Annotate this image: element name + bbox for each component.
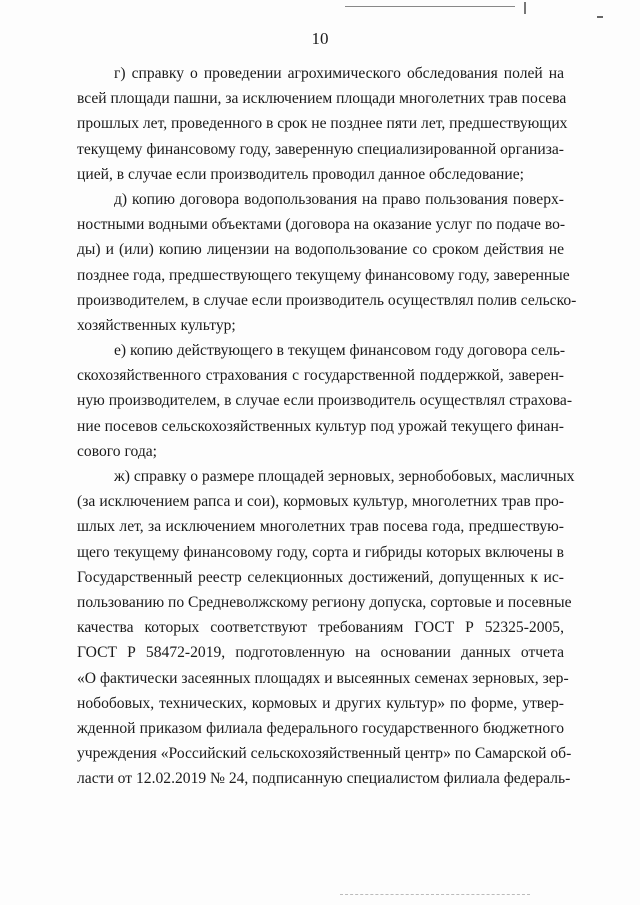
text-line: ГОСТ Р 58472-2019, подготовленную на основании данных отчета (77, 644, 564, 662)
text-line: производителем, в случае если производитель осуществлял полив сельско- (77, 291, 577, 309)
text-line: ние посевов сельскохозяйственных культур под урожай текущего финан- (77, 417, 564, 435)
text-line: ж) справку о размере площадей зерновых, зернобобовых, масличных (114, 468, 575, 485)
scan-bottom-rule (340, 894, 530, 895)
text-line: ную производителем, в случае если производитель осуществлял страхова- (77, 392, 573, 410)
text-line: цией, в случае если производитель проводил данное обследование; (77, 165, 524, 183)
text-line: (за исключением рапса и сои), кормовых культур, многолетних трав про- (77, 493, 564, 511)
text-line: ностными водными объектами (договора на оказание услуг по подаче во- (77, 216, 566, 234)
text-line: шлых лет, за исключением многолетних трав посева года, предшествую- (77, 518, 564, 536)
text-line: сового года; (77, 442, 158, 460)
text-line: щего текущему финансовому году, сорта и гибриды которых включены в (77, 543, 564, 561)
scan-side-mark (597, 16, 603, 18)
text-line: учреждения «Российский сельскохозяйственный центр» по Самарской об- (77, 745, 572, 763)
text-line: жденной приказом филиала федерального государственного бюджетного (77, 719, 564, 737)
text-line: г) справку о проведении агрохимического обследования полей на (114, 65, 564, 82)
text-line: нобобовых, технических, кормовых и других культур» по форме, утвер- (77, 694, 564, 712)
text-line: всей площади пашни, за исключением площади многолетних трав посева (77, 90, 567, 108)
text-line: д) копию договора водопользования на право пользования поверх- (114, 190, 564, 208)
scan-top-rule (345, 6, 515, 7)
text-line: ласти от 12.02.2019 № 24, подписанную специалистом филиала федераль- (77, 770, 571, 788)
text-line: качества которых соответствуют требованиям ГОСТ Р 52325-2005, (77, 619, 564, 637)
text-line: текущему финансовому году, заверенную специализированной организа- (77, 140, 564, 158)
text-line: Государственный реестр селекционных достижений, допущенных к ис- (77, 568, 564, 586)
page-number: 10 (311, 29, 329, 48)
text-line: ды) и (или) копию лицензии на водопользование со сроком действия не (77, 241, 564, 259)
text-line: хозяйственных культур; (77, 316, 236, 334)
document-body (77, 61, 577, 791)
text-line: скохозяйственного страхования с государственной поддержкой, заверен- (77, 367, 564, 385)
text-line: позднее года, предшествующего текущему финансовому году, заверенные (77, 266, 570, 284)
text-line: прошлых лет, проведенного в срок не позднее пяти лет, предшествующих (77, 115, 568, 133)
text-line: е) копию действующего в текущем финансовом году договора сель- (114, 342, 566, 360)
text-line: «О фактически засеянных площадях и высеянных семенах зерновых, зер- (77, 669, 569, 687)
scan-top-mark (524, 2, 526, 14)
text-line: пользованию по Средневолжскому региону допуска, сортовые и посевные (77, 593, 572, 611)
